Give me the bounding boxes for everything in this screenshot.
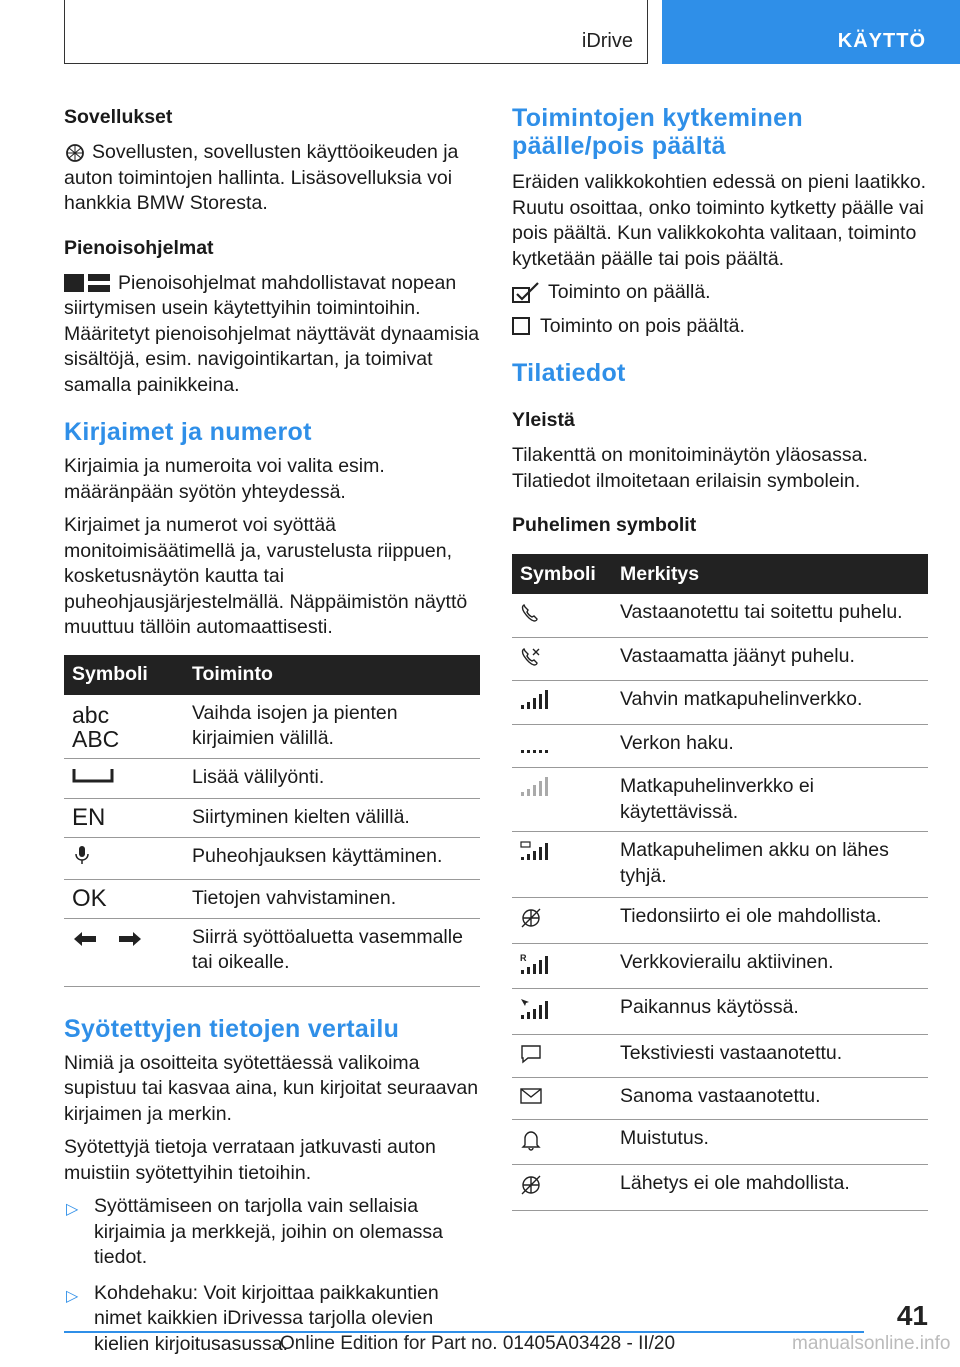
- table-cell: Verkkovierailu aktiivinen.: [612, 943, 928, 989]
- toggle-on-row: [512, 280, 928, 306]
- case-toggle-symbol: [64, 695, 184, 759]
- table-row: [64, 758, 480, 799]
- table-cell: Sanoma vastaanotettu.: [612, 1078, 928, 1120]
- table-row: [512, 1034, 928, 1078]
- list-item: [64, 1194, 480, 1271]
- table-cell: Paikannus käytössä.: [612, 989, 928, 1035]
- table-row: [512, 724, 928, 768]
- header-chapter-tab: [662, 0, 960, 64]
- table-cell: Siirrä syöttöaluetta vasemmalle tai oikealle.: [184, 918, 480, 986]
- table-cell: Lähetys ei ole mahdollista.: [612, 1165, 928, 1211]
- checkbox-checked-icon: [512, 282, 540, 304]
- table-row: [512, 898, 928, 944]
- microphone-icon: [72, 844, 92, 866]
- table-header-symbol: Symboli: [64, 655, 184, 695]
- table-row: [512, 1119, 928, 1165]
- table-row: [64, 918, 480, 986]
- table-cell: Matkapuhelinverkko ei käytettävissä.: [612, 768, 928, 832]
- table-row: [512, 768, 928, 832]
- widgets-paragraph: [64, 271, 480, 399]
- compare-heading: Syötettyjen tietojen vertailu: [64, 1014, 400, 1043]
- no-data-icon: [520, 907, 542, 929]
- letters-paragraph-1: Kirjaimia ja numeroita voi valita esim. määränpään syötön yhteydessä.: [64, 455, 385, 503]
- location-icon: [520, 998, 548, 1020]
- phone-symbols-heading: Puhelimen symbolit: [512, 514, 697, 536]
- no-network-icon: [520, 777, 548, 797]
- toggle-on-text: Toiminto on päällä.: [548, 281, 711, 303]
- reminder-icon: [520, 1129, 542, 1151]
- apps-text: Sovellusten, sovellusten käyttöoikeuden ja auton toimintojen hallinta. Lisäsovelluksia voi hankkia BMW Storesta.: [64, 141, 459, 214]
- table-row: [512, 832, 928, 898]
- ok-symbol: OK: [64, 880, 184, 919]
- toggle-paragraph: Eräiden valikkokohtien edessä on pieni laatikko. Ruutu osoittaa, onko toiminto kytketty päälle vai pois päältä. Kun valikkokohta valitaan, toiminto kytketään päälle tai pois päältä.: [512, 171, 927, 270]
- apps-paragraph: [64, 140, 480, 217]
- table-header-meaning: Merkitys: [612, 554, 928, 594]
- table-header-function: Toiminto: [184, 655, 480, 695]
- table-row: [64, 799, 480, 838]
- table-cell: Tiedonsiirto ei ole mahdollista.: [612, 898, 928, 944]
- compare-paragraph-2: Syötettyjä tietoja verrataan jatkuvasti auton muistiin syötettyihin tietoihin.: [64, 1136, 436, 1184]
- svg-text:R: R: [520, 952, 527, 963]
- table-cell: Muistutus.: [612, 1119, 928, 1165]
- table-row: [512, 943, 928, 989]
- table-row: [64, 695, 480, 759]
- table-cell: Verkon haku.: [612, 724, 928, 768]
- table-cell: Vahvin matkapuhelinverkko.: [612, 681, 928, 725]
- toggle-heading: Toimintojen kytkeminen päälle/pois päältä: [512, 104, 803, 160]
- lowercase-symbol: abc: [72, 701, 110, 728]
- general-paragraph: Tilakenttä on monitoiminäytön yläosassa. Tilatiedot ilmoitetaan erilaisin symbolein.: [512, 444, 868, 492]
- table-cell: Puheohjauksen käyttäminen.: [184, 837, 480, 880]
- widgets-text: Pienoisohjelmat mahdollistavat nopean siirtymisen usein käytettyihin toimintoihin. Määritetyt pienoisohjelmat näyttävät dynaamisia sisältöjä, esim. navigointikartan, ja toimivat samalla painikkeina.: [64, 271, 480, 396]
- page-number: 41: [896, 1300, 928, 1331]
- right-column: [512, 104, 928, 1211]
- widgets-icon: [64, 274, 110, 292]
- no-send-icon: [520, 1174, 542, 1196]
- left-column: [64, 104, 480, 1367]
- bullet-triangle-icon: ▷: [66, 1287, 79, 1305]
- table-cell: Matkapuhelimen akku on lähes tyhjä.: [612, 832, 928, 898]
- checkbox-empty-icon: [512, 316, 532, 336]
- table-cell: Siirtyminen kielten välillä.: [184, 799, 480, 838]
- table-row: [512, 637, 928, 681]
- network-search-icon: [520, 734, 548, 754]
- compare-paragraph-1: Nimiä ja osoitteita syötettäessä valikoima supistuu tai kasvaa aina, kun kirjoitat seuraavan kirjaimen ja merkin.: [64, 1051, 479, 1125]
- apps-heading: Sovellukset: [64, 106, 173, 128]
- keyboard-symbols-table: [64, 655, 480, 987]
- table-row: [512, 681, 928, 725]
- space-icon: [72, 765, 114, 785]
- toggle-off-text: Toiminto on pois päältä.: [540, 314, 745, 337]
- bullet-text: Kohdehaku: Voit kirjoittaa paikkakuntien nimet kaikkien iDrivessa tarjolla olevien kielien kirjoitusasussa.: [94, 1281, 439, 1355]
- phone-symbols-table: [512, 554, 928, 1211]
- arrow-left-icon: [72, 931, 98, 947]
- table-cell: Vaihda isojen ja pienten kirjaimien välillä.: [184, 695, 480, 759]
- edition-note: Online Edition for Part no. 01405A03428 - II/20: [280, 1333, 676, 1354]
- header-section-box: [64, 0, 648, 64]
- table-row: [64, 880, 480, 919]
- low-battery-icon: [520, 841, 548, 861]
- table-row: [512, 989, 928, 1035]
- roaming-icon: [520, 953, 548, 975]
- phone-call-icon: [520, 603, 542, 623]
- table-cell: Tietojen vahvistaminen.: [184, 880, 480, 919]
- widgets-heading: Pienoisohjelmat: [64, 236, 214, 259]
- letters-paragraph-2: Kirjaimet ja numerot voi syöttää monitoimisäätimellä ja, varustelusta riippuen, kosketusnäytön kautta tai puheohjausjärjestelmällä. Näppäimistön näyttö muuttuu tällöin automaattisesti.: [64, 514, 468, 638]
- toggle-off-row: [512, 314, 928, 340]
- table-row: [512, 1078, 928, 1120]
- message-icon: [520, 1087, 542, 1105]
- table-cell: Vastaamatta jäänyt puhelu.: [612, 637, 928, 681]
- missed-call-icon: [520, 647, 542, 667]
- status-heading: Tilatiedot: [512, 359, 626, 387]
- table-row: [512, 594, 928, 637]
- table-cell: Tekstiviesti vastaanotettu.: [612, 1034, 928, 1078]
- table-header-symbol: Symboli: [512, 554, 612, 594]
- letters-heading: Kirjaimet ja numerot: [64, 418, 312, 446]
- bullet-triangle-icon: ▷: [66, 1201, 79, 1218]
- header-section: iDrive: [581, 30, 633, 52]
- header-chapter: KÄYTTÖ: [837, 30, 926, 52]
- table-row: [512, 1165, 928, 1211]
- table-cell: Vastaanotettu tai soitettu puhelu.: [612, 594, 928, 637]
- table-cell: Lisää välilyönti.: [184, 758, 480, 799]
- signal-strength-icon: [520, 690, 548, 710]
- language-symbol: EN: [64, 799, 184, 838]
- uppercase-symbol: ABC: [72, 725, 120, 752]
- sms-icon: [520, 1044, 542, 1064]
- apps-icon: [64, 143, 86, 163]
- bullet-text: Syöttämiseen on tarjolla vain sellaisia kirjaimia ja merkkejä, joihin on olemassa tiedot.: [94, 1195, 443, 1268]
- arrow-right-icon: [117, 931, 143, 947]
- general-heading: Yleistä: [512, 409, 575, 431]
- watermark-site: manualsonline.info: [792, 1333, 951, 1354]
- table-row: [64, 837, 480, 880]
